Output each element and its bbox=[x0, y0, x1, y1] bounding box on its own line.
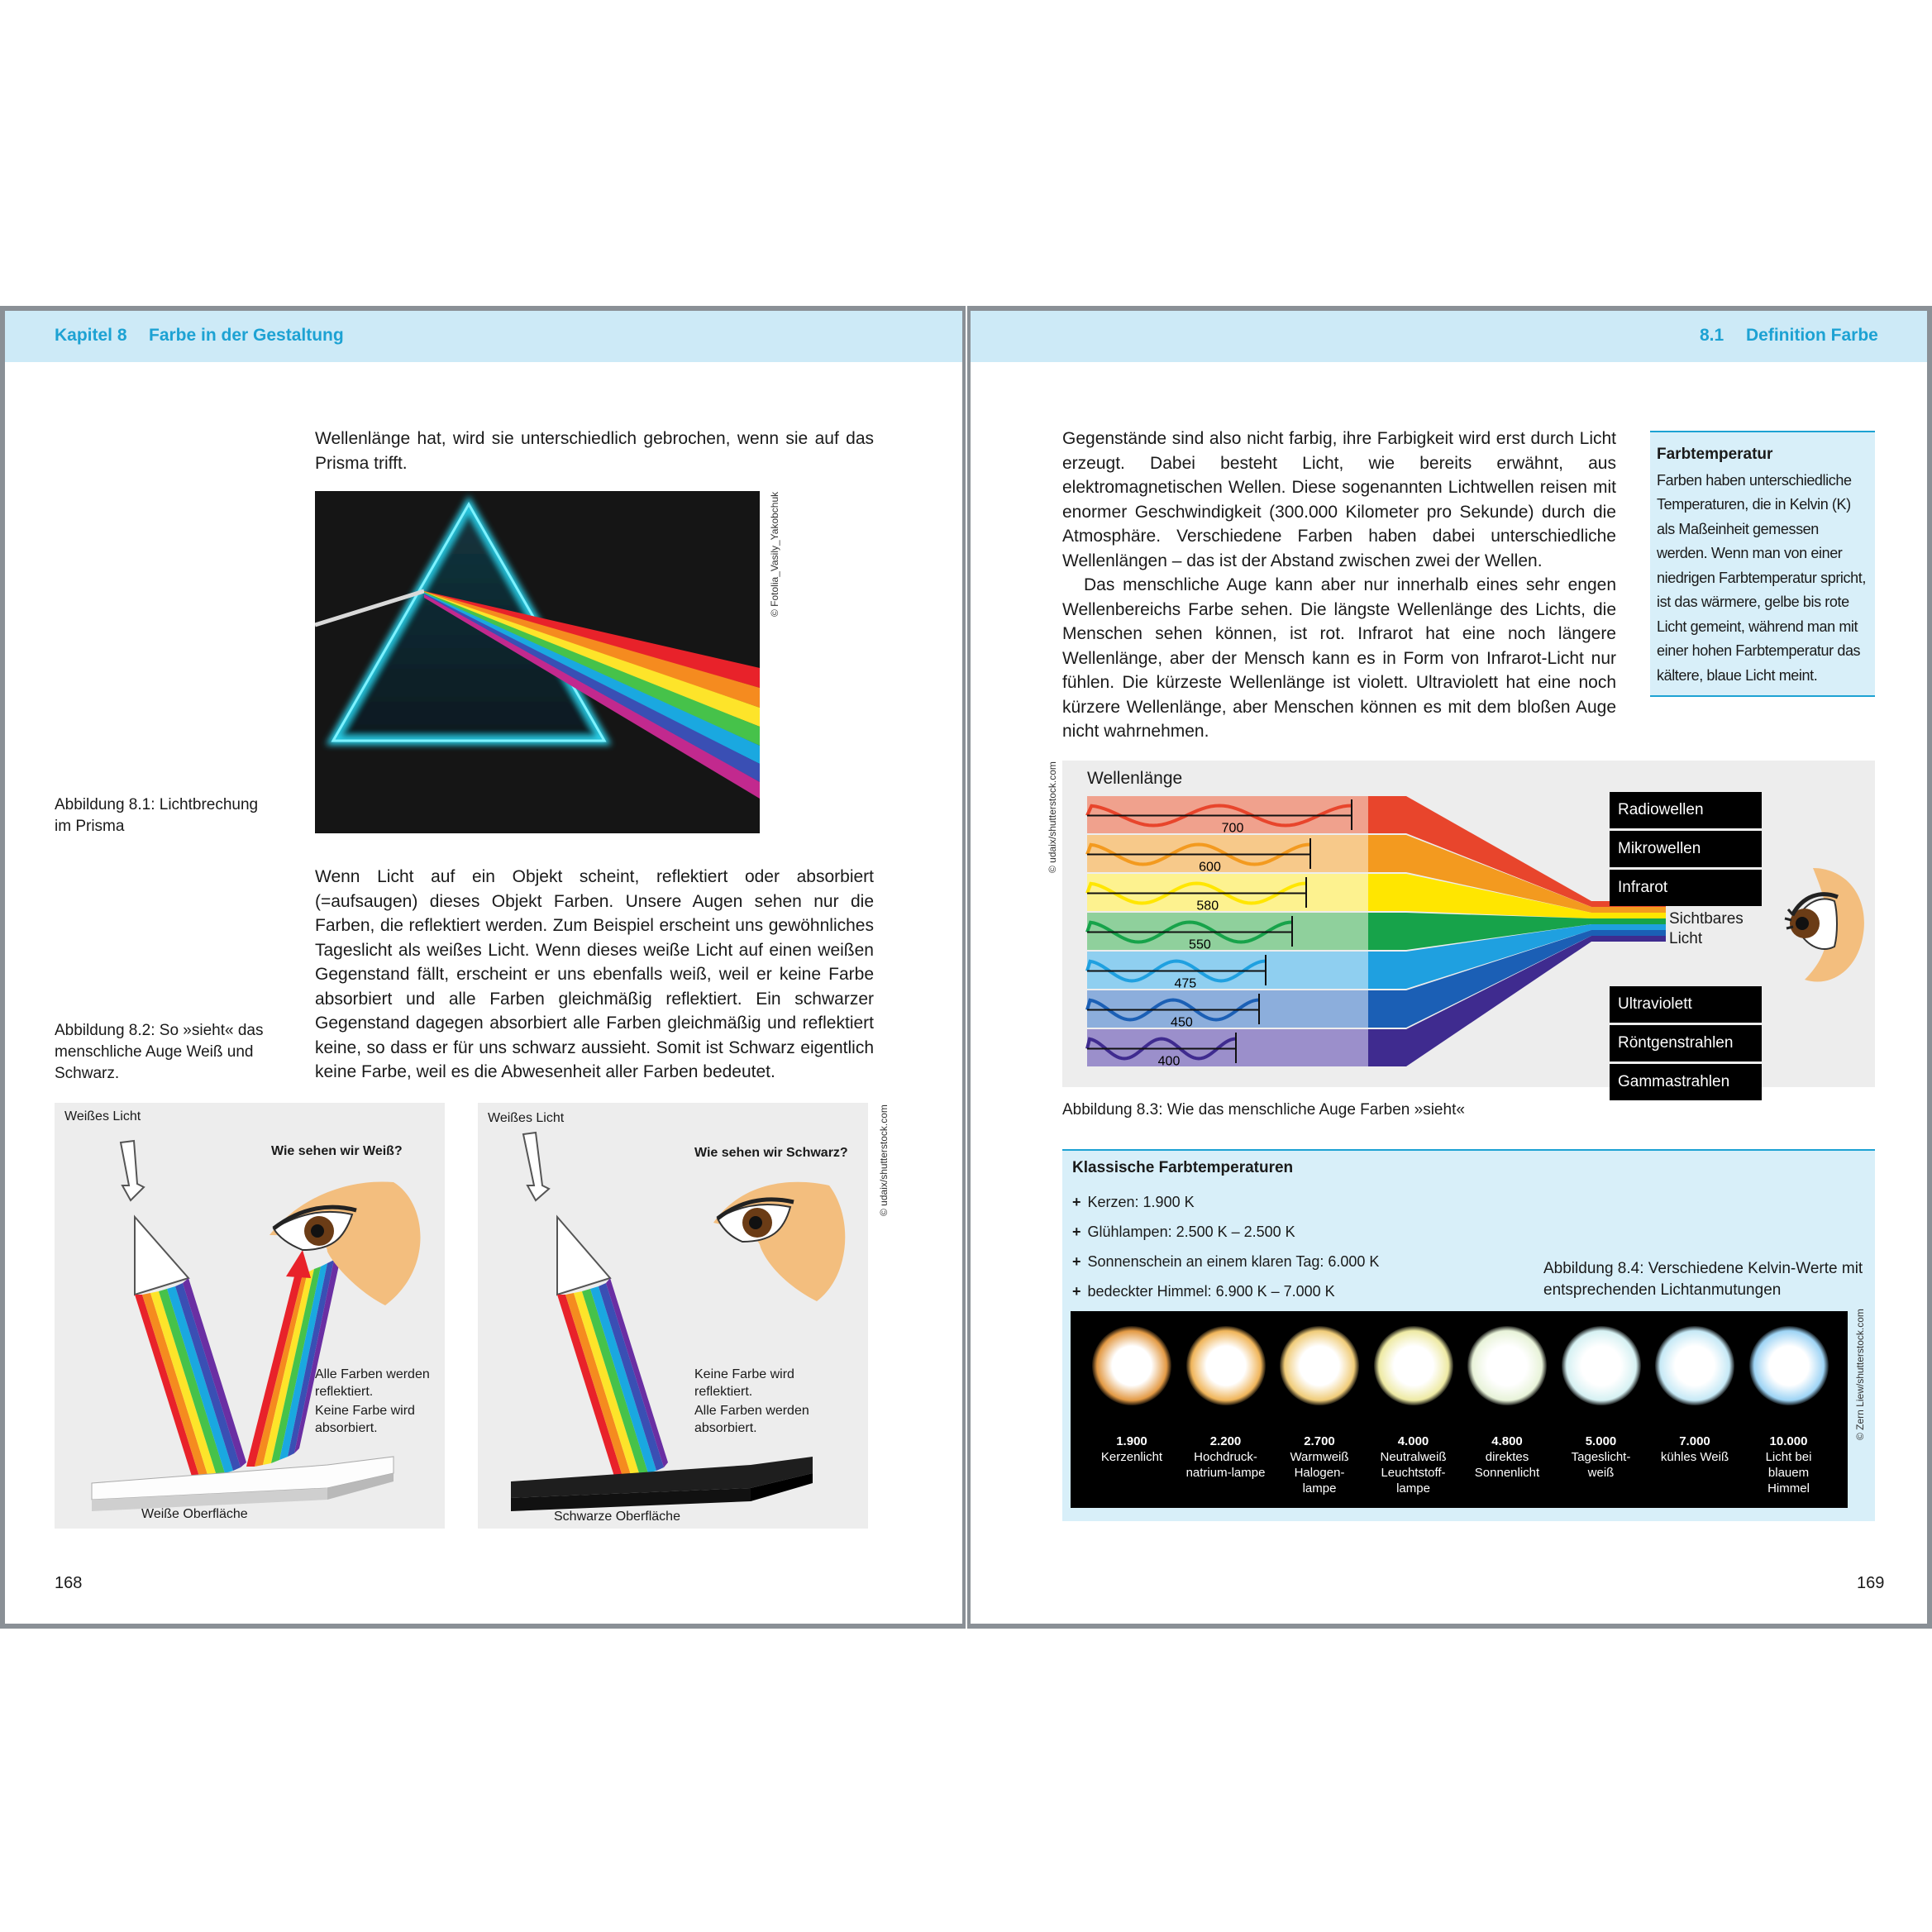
section-number: 8.1 bbox=[1700, 326, 1724, 345]
wavelength-value: 400 bbox=[1157, 1054, 1181, 1069]
em-label-roentgenstrahlen: Röntgenstrahlen bbox=[1610, 1025, 1762, 1061]
em-label-ultraviolett: Ultraviolett bbox=[1610, 986, 1762, 1023]
body-text: Wenn Licht auf ein Objekt scheint, reflektiert oder absorbiert (=aufsaugen) dieses Objekt Farben. Unsere Augen sehen nur die Farben, die reflektiert werden. Zum Beispiel erscheint uns gewöhnliches Tageslicht als weißes Licht. Wenn dieses weiße Licht auf einen weißen Gegenstand fällt, erscheint er uns ebenfalls weiß, weil er keine Farbe absorbiert und alle Farben gleichmäßig reflektiert. Ein schwarzer Gegenstand dagegen absorbiert alle Farben gleichmäßig und reflektiert keine, so dass er für uns schwarz aussieht. Somit ist Schwarz eigentlich keine Farbe, weil es die Abwesenheit aller Farben bedeutet. bbox=[315, 867, 874, 1081]
visible-light-label: Sichtbares Licht bbox=[1669, 910, 1744, 947]
kelvin-glow bbox=[1280, 1326, 1359, 1405]
kelvin-label bbox=[1090, 1433, 1173, 1465]
kelvin-label bbox=[1560, 1433, 1643, 1481]
chapter-title: Farbe in der Gestaltung bbox=[149, 326, 344, 345]
kelvin-description: Licht bei blauem Himmel bbox=[1765, 1450, 1812, 1496]
figure-8-1-caption: Abbildung 8.1: Lichtbrechung im Prisma bbox=[55, 796, 259, 835]
visible-light-beam bbox=[1591, 924, 1666, 930]
visible-light-beam bbox=[1591, 936, 1666, 942]
kelvin-value: 4.800 bbox=[1491, 1434, 1523, 1448]
kelvin-label bbox=[1278, 1433, 1361, 1496]
kelvin-description: Tageslicht-weiß bbox=[1571, 1450, 1631, 1480]
spectrum-strip bbox=[1368, 1029, 1406, 1066]
kelvin-list bbox=[1072, 1187, 1379, 1306]
section-header bbox=[971, 311, 1927, 362]
wavelength-value: 580 bbox=[1196, 899, 1219, 914]
white-note-line2: Keine Farbe wird absorbiert. bbox=[315, 1404, 415, 1435]
kelvin-glow bbox=[1467, 1326, 1547, 1405]
kelvin-label bbox=[1748, 1433, 1830, 1496]
black-surface-panel bbox=[478, 1103, 868, 1529]
spectrum-strip bbox=[1368, 990, 1406, 1028]
kelvin-label bbox=[1466, 1433, 1548, 1481]
right-page bbox=[967, 306, 1932, 1629]
kelvin-description: Kerzenlicht bbox=[1100, 1450, 1163, 1464]
kelvin-description: Neutralweiß Leuchtstoff-lampe bbox=[1380, 1450, 1447, 1496]
figure-8-3-credit: © udaix/shutterstock.com bbox=[1047, 761, 1058, 873]
kelvin-description: Hochdruck-natrium-lampe bbox=[1185, 1450, 1266, 1480]
kelvin-glow bbox=[1092, 1326, 1171, 1405]
kelvin-value: 2.200 bbox=[1209, 1434, 1242, 1448]
kelvin-glow bbox=[1186, 1326, 1266, 1405]
black-question: Wie sehen wir Schwarz? bbox=[694, 1146, 848, 1160]
white-surface-panel bbox=[55, 1103, 445, 1529]
figure-8-4-caption: Abbildung 8.4: Verschiedene Kelvin-Werte mit entsprechenden Lichtanmutungen bbox=[1543, 1260, 1863, 1299]
white-light-label: Weißes Licht bbox=[64, 1109, 141, 1123]
kelvin-value: 5.000 bbox=[1585, 1434, 1617, 1448]
prism-figure bbox=[315, 491, 760, 833]
kelvin-item: + Kerzen: 1.900 K bbox=[1072, 1187, 1379, 1217]
kelvin-label bbox=[1372, 1433, 1455, 1496]
wavelength-value: 450 bbox=[1171, 1015, 1193, 1030]
black-surface-label: Schwarze Oberfläche bbox=[554, 1510, 680, 1524]
spectrum-strip bbox=[1368, 796, 1406, 833]
black-surface-diagram bbox=[478, 1103, 868, 1529]
figure-8-4-credit: © Zern Liew/shutterstock.com bbox=[1854, 1309, 1866, 1440]
figure-8-2-caption: Abbildung 8.2: So »sieht« das menschliche Auge Weiß und Schwarz. bbox=[55, 1022, 264, 1082]
page-number-left: 168 bbox=[55, 1574, 83, 1592]
kelvin-value: 7.000 bbox=[1679, 1434, 1710, 1448]
kelvin-box-title: Klassische Farbtemperaturen bbox=[1072, 1159, 1294, 1176]
figure-8-2-credit: © udaix/shutterstock.com bbox=[878, 1104, 890, 1216]
figure-8-3-caption: Abbildung 8.3: Wie das menschliche Auge Farben »sieht« bbox=[1062, 1101, 1465, 1119]
black-note-line1: Keine Farbe wird reflektiert. bbox=[694, 1367, 794, 1399]
kelvin-value: 1.900 bbox=[1116, 1434, 1147, 1448]
page-number-right: 169 bbox=[1857, 1574, 1885, 1592]
kelvin-item: + Glühlampen: 2.500 K – 2.500 K bbox=[1072, 1217, 1379, 1247]
paragraph-2: Das menschliche Auge kann aber nur innerhalb eines sehr engen Wellenbereichs Farbe sehen. Die längste Wellenlänge des Lichts, die Menschen sehen können, ist rot. Infrarot hat eine noch längere Wellenlänge, aber der Mensch kann es in Form von Infrarot-Licht nur fühlen. Die kürzeste Wellenlänge ist violett. Ultraviolett hat eine noch kürzere Wellenlänge, aber Menschen können es mit dem bloßen Auge nicht wahrnehmen. bbox=[1062, 575, 1616, 741]
kelvin-label bbox=[1653, 1433, 1736, 1465]
spectrum-strip bbox=[1368, 952, 1406, 989]
kelvin-description: Warmweiß Halogen-lampe bbox=[1290, 1450, 1349, 1496]
kelvin-glow bbox=[1374, 1326, 1453, 1405]
spectrum-strip bbox=[1368, 874, 1406, 911]
kelvin-glow bbox=[1749, 1326, 1829, 1405]
em-label-radiowellen: Radiowellen bbox=[1610, 792, 1762, 828]
intro-text: Wellenlänge hat, wird sie unterschiedlich gebrochen, wenn sie auf das Prisma trifft. bbox=[315, 429, 874, 473]
visible-light-beam bbox=[1591, 918, 1666, 924]
em-label-gammastrahlen: Gammastrahlen bbox=[1610, 1064, 1762, 1100]
kelvin-glow bbox=[1562, 1326, 1641, 1405]
kelvin-description: direktes Sonnenlicht bbox=[1474, 1450, 1540, 1480]
chapter-number: Kapitel 8 bbox=[55, 326, 127, 345]
black-light-label: Weißes Licht bbox=[488, 1111, 565, 1125]
kelvin-box bbox=[1062, 1149, 1875, 1521]
kelvin-value: 10.000 bbox=[1769, 1434, 1808, 1448]
left-page bbox=[0, 306, 966, 1629]
em-label-mikrowellen: Mikrowellen bbox=[1610, 831, 1762, 867]
eye-icon bbox=[1780, 864, 1871, 988]
visible-light-beam bbox=[1591, 930, 1666, 936]
wavelength-value: 475 bbox=[1174, 976, 1197, 991]
figure-8-1-credit: © Fotolia_Vasily_Yakobchuk bbox=[769, 491, 780, 617]
wavelength-figure bbox=[1062, 761, 1875, 1090]
kelvin-strip bbox=[1071, 1311, 1848, 1508]
kelvin-value: 2.700 bbox=[1304, 1434, 1335, 1448]
sidebar-title: Farbtemperatur bbox=[1657, 446, 1773, 463]
kelvin-label bbox=[1185, 1433, 1267, 1481]
kelvin-item: + Sonnenschein an einem klaren Tag: 6.000 K bbox=[1072, 1247, 1379, 1276]
white-surface-label: Weiße Oberfläche bbox=[141, 1507, 248, 1521]
white-question: Wie sehen wir Weiß? bbox=[271, 1144, 403, 1158]
chapter-header bbox=[5, 311, 962, 362]
white-note-line1: Alle Farben werden reflektiert. bbox=[315, 1367, 430, 1399]
wavelength-title: Wellenlänge bbox=[1087, 769, 1183, 788]
sidebar-text: Farben haben unterschiedliche Temperaturen, die in Kelvin (K) als Maßeinheit gemessen werden. Wenn man von einer niedrigen Farbtemperatur spricht, ist das wärmere, gelbe bis rote Licht gemeint, während man mit einer hohen Farbtemperatur das kältere, blaue Licht meint. bbox=[1657, 471, 1866, 684]
kelvin-description: kühles Weiß bbox=[1660, 1450, 1729, 1464]
farbtemperatur-sidebar bbox=[1650, 431, 1875, 697]
em-label-infrarot: Infrarot bbox=[1610, 870, 1762, 906]
paragraph-1: Gegenstände sind also nicht farbig, ihre Farbigkeit wird erst durch Licht erzeugt. Dabei besteht Licht, wie bereits erwähnt, aus elektromagnetischen Wellen. Diese sogenannten Lichtwellen reisen mit enormer Geschwindigkeit (300.000 Kilometer pro Sekunde) durch die Atmosphäre. Verschiedene Farben haben dabei unterschiedliche Wellenlängen – das ist der Abstand zwischen zwei der Wellen. bbox=[1062, 429, 1616, 570]
wavelength-value: 700 bbox=[1221, 821, 1244, 836]
wavelength-value: 600 bbox=[1199, 860, 1221, 875]
black-note-line2: Alle Farben werden absorbiert. bbox=[694, 1404, 809, 1435]
white-surface-diagram bbox=[55, 1103, 445, 1529]
spectrum-strip bbox=[1368, 835, 1406, 872]
visible-light-beam bbox=[1591, 907, 1666, 913]
kelvin-glow bbox=[1655, 1326, 1734, 1405]
spectrum-strip bbox=[1368, 913, 1406, 950]
section-title: Definition Farbe bbox=[1746, 326, 1878, 345]
kelvin-item: + bedeckter Himmel: 6.900 K – 7.000 K bbox=[1072, 1276, 1379, 1306]
body-paragraphs bbox=[1062, 427, 1616, 744]
wavelength-value: 550 bbox=[1189, 937, 1211, 952]
visible-light-beam bbox=[1591, 913, 1666, 918]
kelvin-value: 4.000 bbox=[1397, 1434, 1429, 1448]
